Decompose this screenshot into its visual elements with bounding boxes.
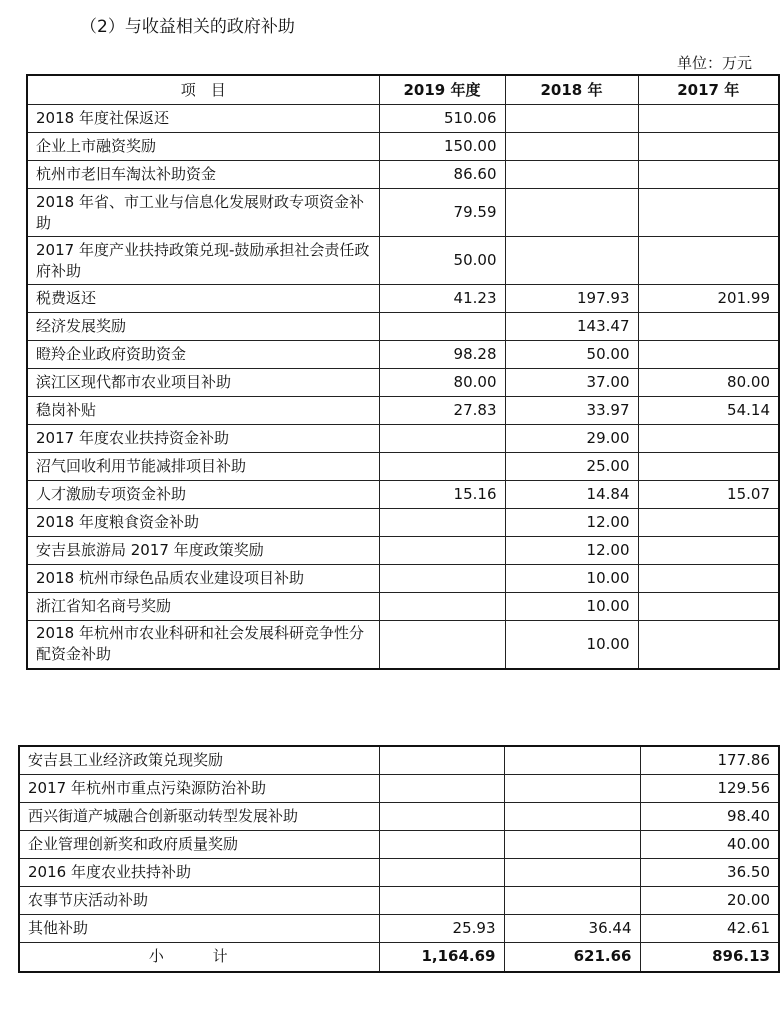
table-row bbox=[27, 453, 779, 481]
value-2019-cell: 41.23 bbox=[379, 285, 505, 313]
value-2018-cell bbox=[505, 105, 638, 133]
item-name-cell: 农事节庆活动补助 bbox=[19, 886, 379, 914]
item-name-cell: 沼气回收利用节能减排项目补助 bbox=[27, 453, 379, 481]
total-label: 小 计 bbox=[19, 942, 379, 972]
value-2019-cell: 50.00 bbox=[379, 237, 505, 285]
value-2017-cell bbox=[638, 237, 779, 285]
value-2018-cell bbox=[504, 774, 640, 802]
value-2017-cell bbox=[638, 593, 779, 621]
value-2017-cell: 201.99 bbox=[638, 285, 779, 313]
value-2019-cell: 80.00 bbox=[379, 369, 505, 397]
value-2019-cell bbox=[379, 425, 505, 453]
table-row bbox=[27, 341, 779, 369]
table-row bbox=[19, 914, 779, 942]
value-2017-cell bbox=[638, 425, 779, 453]
table-row bbox=[27, 161, 779, 189]
item-name-cell: 滨江区现代都市农业项目补助 bbox=[27, 369, 379, 397]
value-2017-cell bbox=[638, 453, 779, 481]
value-2017-cell bbox=[638, 537, 779, 565]
value-2017-cell: 177.86 bbox=[640, 746, 779, 774]
value-2019-cell: 510.06 bbox=[379, 105, 505, 133]
value-2017-cell bbox=[638, 313, 779, 341]
table-row bbox=[27, 565, 779, 593]
item-name-cell: 其他补助 bbox=[19, 914, 379, 942]
value-2019-cell: 15.16 bbox=[379, 481, 505, 509]
table-row bbox=[19, 830, 779, 858]
value-2018-cell bbox=[505, 133, 638, 161]
value-2018-cell bbox=[505, 189, 638, 237]
item-name-cell: 2018 年度粮食资金补助 bbox=[27, 509, 379, 537]
value-2019-cell bbox=[379, 453, 505, 481]
item-name-cell: 杭州市老旧车淘汰补助资金 bbox=[27, 161, 379, 189]
value-2019-cell bbox=[379, 509, 505, 537]
value-2017-cell bbox=[638, 565, 779, 593]
table-row bbox=[27, 397, 779, 425]
item-name-cell: 2018 杭州市绿色品质农业建设项目补助 bbox=[27, 565, 379, 593]
value-2017-cell: 54.14 bbox=[638, 397, 779, 425]
table-row bbox=[27, 285, 779, 313]
item-name-cell: 人才激励专项资金补助 bbox=[27, 481, 379, 509]
value-2018-cell bbox=[504, 746, 640, 774]
value-2017-cell: 98.40 bbox=[640, 802, 779, 830]
value-2018-cell: 50.00 bbox=[505, 341, 638, 369]
value-2019-cell: 27.83 bbox=[379, 397, 505, 425]
value-2017-cell: 15.07 bbox=[638, 481, 779, 509]
value-2018-cell: 37.00 bbox=[505, 369, 638, 397]
value-2017-cell: 20.00 bbox=[640, 886, 779, 914]
header-item: 项 目 bbox=[27, 75, 379, 105]
item-name-cell: 2017 年杭州市重点污染源防治补助 bbox=[19, 774, 379, 802]
value-2017-cell bbox=[638, 189, 779, 237]
item-name-cell: 2018 年杭州市农业科研和社会发展科研竞争性分配资金补助 bbox=[27, 621, 379, 669]
table-row bbox=[27, 425, 779, 453]
item-name-cell: 西兴街道产城融合创新驱动转型发展补助 bbox=[19, 802, 379, 830]
value-2017-cell: 42.61 bbox=[640, 914, 779, 942]
item-name-cell: 安吉县旅游局 2017 年度政策奖励 bbox=[27, 537, 379, 565]
value-2018-cell: 33.97 bbox=[505, 397, 638, 425]
table-row bbox=[19, 746, 779, 774]
value-2018-cell: 10.00 bbox=[505, 621, 638, 669]
value-2019-cell bbox=[379, 774, 504, 802]
value-2018-cell: 12.00 bbox=[505, 509, 638, 537]
table-row bbox=[27, 537, 779, 565]
value-2019-cell: 79.59 bbox=[379, 189, 505, 237]
item-name-cell: 2017 年度农业扶持资金补助 bbox=[27, 425, 379, 453]
item-name-cell: 稳岗补贴 bbox=[27, 397, 379, 425]
value-2018-cell: 10.00 bbox=[505, 593, 638, 621]
value-2019-cell bbox=[379, 858, 504, 886]
value-2017-cell: 80.00 bbox=[638, 369, 779, 397]
value-2018-cell: 143.47 bbox=[505, 313, 638, 341]
value-2019-cell bbox=[379, 746, 504, 774]
value-2017-cell: 36.50 bbox=[640, 858, 779, 886]
table-row bbox=[19, 858, 779, 886]
table-row bbox=[27, 189, 779, 237]
table-row bbox=[27, 369, 779, 397]
item-name-cell: 2017 年度产业扶持政策兑现-鼓励承担社会责任政府补助 bbox=[27, 237, 379, 285]
table-row bbox=[27, 237, 779, 285]
table-row bbox=[27, 133, 779, 161]
total-2017: 896.13 bbox=[640, 942, 779, 972]
item-name-cell: 经济发展奖励 bbox=[27, 313, 379, 341]
value-2018-cell bbox=[505, 161, 638, 189]
value-2018-cell: 197.93 bbox=[505, 285, 638, 313]
value-2018-cell: 14.84 bbox=[505, 481, 638, 509]
table-row bbox=[19, 774, 779, 802]
value-2017-cell bbox=[638, 509, 779, 537]
value-2017-cell: 40.00 bbox=[640, 830, 779, 858]
item-name-cell: 瞪羚企业政府资助资金 bbox=[27, 341, 379, 369]
value-2018-cell bbox=[504, 830, 640, 858]
value-2017-cell bbox=[638, 105, 779, 133]
value-2019-cell: 86.60 bbox=[379, 161, 505, 189]
header-2019: 2019 年度 bbox=[379, 75, 505, 105]
table-row bbox=[27, 621, 779, 669]
value-2019-cell: 25.93 bbox=[379, 914, 504, 942]
value-2018-cell: 10.00 bbox=[505, 565, 638, 593]
value-2017-cell bbox=[638, 341, 779, 369]
unit-label: 单位：万元 bbox=[676, 54, 752, 72]
value-2018-cell bbox=[505, 237, 638, 285]
section-title: （2）与收益相关的政府补助 bbox=[80, 17, 295, 37]
value-2017-cell bbox=[638, 133, 779, 161]
table-row bbox=[19, 802, 779, 830]
value-2018-cell: 25.00 bbox=[505, 453, 638, 481]
header-2017: 2017 年 bbox=[638, 75, 779, 105]
value-2017-cell bbox=[638, 161, 779, 189]
value-2018-cell bbox=[504, 858, 640, 886]
value-2019-cell: 150.00 bbox=[379, 133, 505, 161]
value-2019-cell bbox=[379, 886, 504, 914]
value-2018-cell: 36.44 bbox=[504, 914, 640, 942]
subsidy-table-part2 bbox=[18, 745, 780, 973]
value-2018-cell: 12.00 bbox=[505, 537, 638, 565]
item-name-cell: 企业管理创新奖和政府质量奖励 bbox=[19, 830, 379, 858]
value-2019-cell bbox=[379, 830, 504, 858]
item-name-cell: 2016 年度农业扶持补助 bbox=[19, 858, 379, 886]
value-2019-cell bbox=[379, 593, 505, 621]
value-2019-cell bbox=[379, 565, 505, 593]
value-2018-cell bbox=[504, 802, 640, 830]
item-name-cell: 浙江省知名商号奖励 bbox=[27, 593, 379, 621]
item-name-cell: 税费返还 bbox=[27, 285, 379, 313]
table-row bbox=[27, 593, 779, 621]
value-2019-cell bbox=[379, 802, 504, 830]
item-name-cell: 安吉县工业经济政策兑现奖励 bbox=[19, 746, 379, 774]
value-2017-cell bbox=[638, 621, 779, 669]
table-row bbox=[27, 105, 779, 133]
table-header-row bbox=[27, 75, 779, 105]
item-name-cell: 2018 年度社保返还 bbox=[27, 105, 379, 133]
item-name-cell: 企业上市融资奖励 bbox=[27, 133, 379, 161]
table-row bbox=[27, 481, 779, 509]
value-2019-cell: 98.28 bbox=[379, 341, 505, 369]
value-2019-cell bbox=[379, 537, 505, 565]
value-2018-cell: 29.00 bbox=[505, 425, 638, 453]
value-2018-cell bbox=[504, 886, 640, 914]
total-2019: 1,164.69 bbox=[379, 942, 504, 972]
table-row bbox=[27, 313, 779, 341]
table-row bbox=[27, 509, 779, 537]
value-2019-cell bbox=[379, 313, 505, 341]
subsidy-table-part1 bbox=[26, 74, 780, 670]
value-2019-cell bbox=[379, 621, 505, 669]
total-row bbox=[19, 942, 779, 972]
total-2018: 621.66 bbox=[504, 942, 640, 972]
value-2017-cell: 129.56 bbox=[640, 774, 779, 802]
header-2018: 2018 年 bbox=[505, 75, 638, 105]
table-row bbox=[19, 886, 779, 914]
item-name-cell: 2018 年省、市工业与信息化发展财政专项资金补助 bbox=[27, 189, 379, 237]
